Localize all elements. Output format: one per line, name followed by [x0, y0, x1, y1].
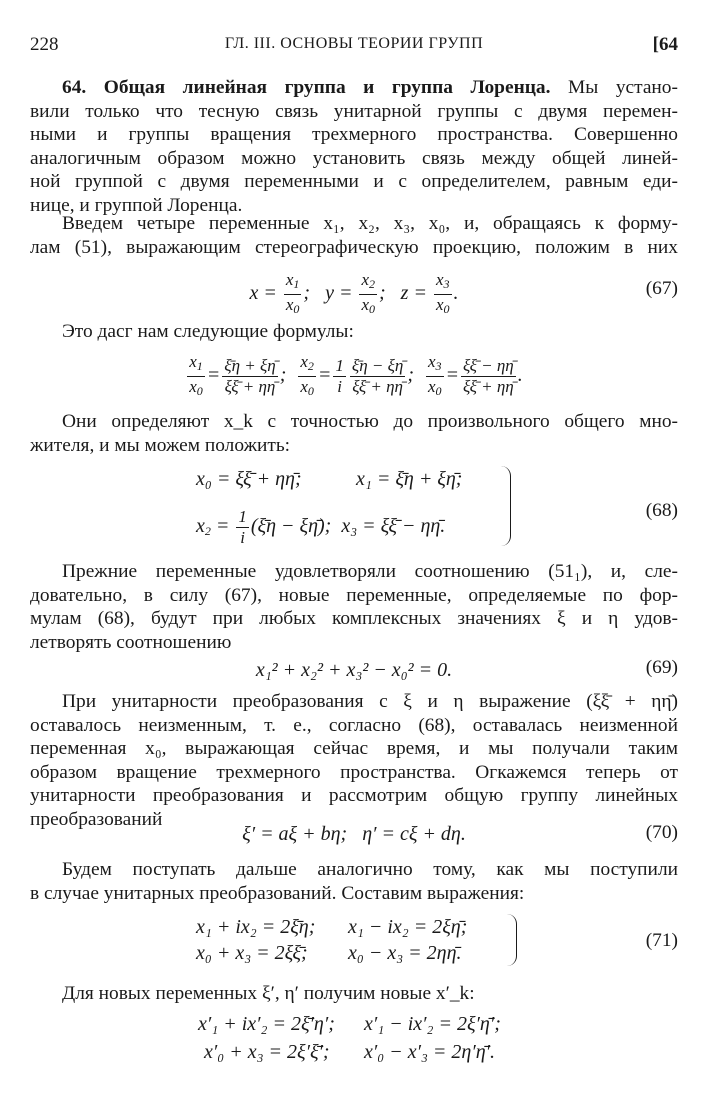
- eq71-r2b: x₀ − x₃ = 2ηη̄.: [348, 942, 462, 964]
- paragraph-line: переменная x₀, выражающая сейчас время, и мы получали таким: [30, 738, 678, 760]
- paragraph-line: ными и группы вращения трехмерного пространства. Совершенно: [30, 124, 678, 146]
- paragraph-line: жителя, и мы можем положить:: [30, 434, 291, 456]
- equation-69: x₁² + x₂² + x₃² − x₀² = 0.: [255, 659, 453, 681]
- equation-68: [196, 466, 516, 492]
- paragraph-unitarity: [30, 690, 678, 832]
- paragraph-intro: [30, 76, 678, 218]
- equation-67: x = $\frac{x_1}{x_0}$ ; y = $\frac{x_2}{x_0}$ ; z = $\frac{x_3}{x_0}$ .: [30, 268, 678, 318]
- equation-new-x: [198, 1010, 598, 1066]
- paragraph-relation: [30, 560, 678, 654]
- running-title: ГЛ. III. ОСНОВЫ ТЕОРИИ ГРУПП: [224, 35, 484, 52]
- eq72-r2a: x′₀ + x₃ = 2ξ′ξ̄′;: [204, 1041, 330, 1063]
- paragraph-line: в случае унитарных преобразований. Составим выражения:: [30, 882, 525, 904]
- paragraph-expressions: [30, 858, 678, 905]
- page-header: [30, 34, 678, 60]
- paragraph-line: Они определяют x_k с точностью до произвольного общего мно-: [62, 411, 678, 432]
- paragraph-line: оставалось неизменным, т. е., согласно (68), оставалась неизменной: [30, 714, 678, 736]
- paragraph-line: Это дасг нам следующие формулы:: [62, 321, 354, 342]
- paragraph-line: летворять соотношению: [30, 631, 232, 653]
- eq72-r1a: x′₁ + ix′₂ = 2ξ̄′η′;: [198, 1013, 335, 1035]
- paragraph-line: Введем четыре переменные x₁, x₂, x₃, x₀, и, обращаясь к форму-: [62, 213, 678, 234]
- paragraph-line: 64. Общая линейная группа и группа Лоренца. Мы устано-: [62, 77, 678, 98]
- equation-number: (71): [645, 930, 678, 951]
- paragraph-xk: [30, 410, 678, 457]
- paragraph-line: Для новых переменных ξ′, η′ получим новые x′_k:: [62, 983, 475, 1004]
- equation-number: (68): [645, 500, 678, 521]
- paragraph-new-variables: [30, 982, 678, 1006]
- equation-number: (69): [645, 657, 678, 678]
- paragraph-line: довательно, в силу (67), новые переменные, определяемые по фор-: [30, 584, 678, 606]
- paragraph-line: лам (51), выражающим стереографическую проекцию, положим в них: [30, 236, 678, 258]
- section-number: [64: [652, 34, 678, 55]
- paragraph-line: унитарности преобразования и рассмотрим общую группу линейных: [30, 785, 678, 807]
- eq68-x1: x₁ = ξ̄η + ξη̄;: [356, 468, 463, 490]
- paragraph-line: ницe, и группой Лоренца.: [30, 194, 243, 216]
- right-brace: [500, 466, 511, 546]
- fraction: $\frac{x_1}{x_0}$: [285, 269, 300, 316]
- eq71-r1a: x₁ + ix₂ = 2ξ̄η;: [196, 916, 316, 938]
- paragraph-variables: [30, 212, 678, 259]
- equation-71: [196, 914, 526, 966]
- paragraph-line: аналогичным образом можно установить связь между общей линей-: [30, 147, 678, 169]
- equation-number: (70): [645, 822, 678, 843]
- eq71-r1b: x₁ − ix₂ = 2ξη̄;: [348, 916, 468, 938]
- eq72-r1b: x′₁ − ix′₂ = 2ξ′η̄′;: [364, 1013, 501, 1035]
- fraction: $\frac{x_3}{x_0}$: [435, 269, 450, 316]
- paragraph-line: При унитарности преобразования с ξ и η выражение (ξξ̄ + ηη̄): [62, 691, 678, 712]
- eq68-x3: x₃ = ξξ̄ − ηη̄.: [341, 515, 446, 537]
- eq71-r2a: x₀ + x₃ = 2ξξ̄;: [196, 942, 308, 964]
- section-heading: 64. Общая линейная группа и группа Лоренца.: [62, 77, 551, 98]
- equation-stereographic: $\frac{x_1}{x_0}$ = $\frac{\xī\eta + \xi\etā}{\xi\xī + \eta\etā}$ ; $\frac{x_2}{x_0}$ = $\frac{1}{i}$ $\frac{\xī\eta - \xi\etā}{\xi\xī + \eta\etā}$ ; $\frac{x_3}{x_0}$ = $\frac{\xi\xī - \eta\etā}{\xi\xī + \eta\etā}$ .: [189, 351, 523, 398]
- equation-68-row2: $x_2$ = $\frac{1}{i}$ (ξ̄η − ξη̄); x₃ = ξξ̄ − ηη̄.: [196, 506, 446, 547]
- paragraph-line: Прежние переменные удовлетворяли соотношению (51₁), и, сле-: [62, 561, 678, 582]
- paragraph-line: преобразований: [30, 808, 163, 830]
- paragraph-formulas-intro: [30, 320, 678, 344]
- page-number: 228: [30, 34, 59, 55]
- eq72-r2b: x′₀ − x′₃ = 2η′η̄′.: [364, 1041, 495, 1063]
- paragraph-line: мулам (68), будут при любых комплексных значениях ξ и η удов-: [30, 608, 678, 630]
- paragraph-line: вили только что тесную связь унитарной группы с двумя перемен-: [30, 100, 678, 122]
- equation-70: ξ′ = aξ + bη; η′ = cξ + dη.: [242, 823, 466, 845]
- paragraph-line: Будем поступать дальше аналогично тому, как мы поступили: [62, 859, 678, 880]
- eq68-x0: x₀ = ξξ̄ + ηη̄;: [196, 468, 302, 490]
- paragraph-line: образом вращение трехмерного пространства. Огкажемся теперь от: [30, 761, 678, 783]
- paragraph-line: ной группой с двумя переменными и с определителем, равным еди-: [30, 171, 678, 193]
- fraction: $\frac{x_2}{x_0}$: [361, 269, 375, 316]
- equation-number: (67): [645, 278, 678, 299]
- right-brace: [506, 914, 517, 966]
